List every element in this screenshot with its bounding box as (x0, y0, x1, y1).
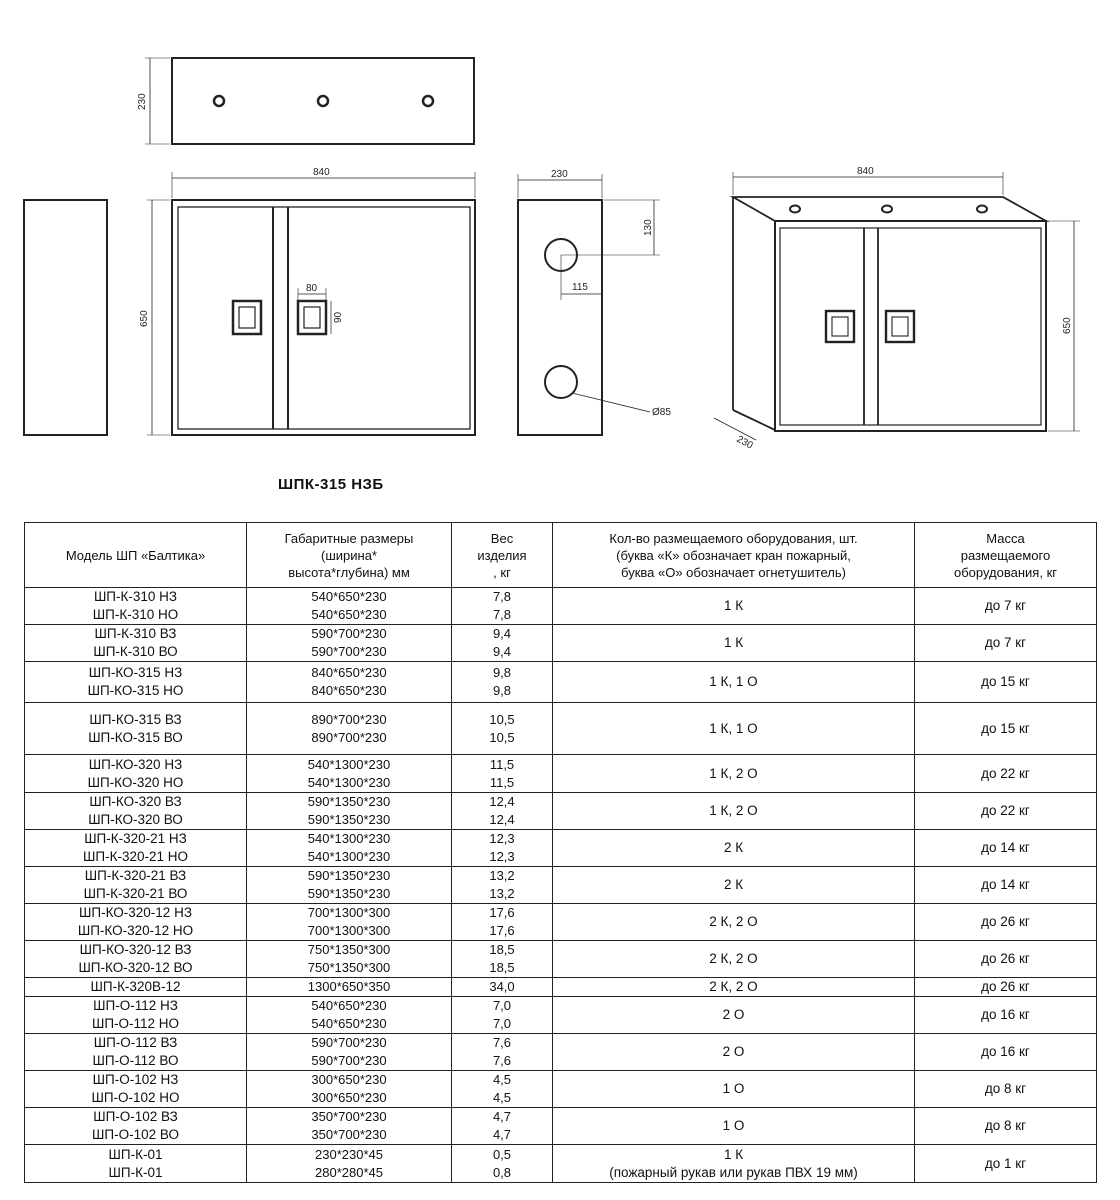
weight-cell (452, 588, 553, 625)
equipment-mass-cell (915, 755, 1097, 793)
table-row (25, 703, 1097, 755)
weight-cell (452, 904, 553, 941)
model-cell (25, 978, 247, 997)
equipment-mass-cell (915, 830, 1097, 867)
equipment-mass-cell (915, 904, 1097, 941)
dimensions-cell-line: 540*1300*230 (307, 774, 391, 790)
dimensions-cell-line: 890*700*230 (311, 711, 387, 727)
equipment-mass-cell-line: до 16 кг (981, 1007, 1030, 1022)
dimensions-cell-line: 590*700*230 (311, 1035, 387, 1050)
model-cell-line: ШП-К-01 (108, 1164, 163, 1180)
model-cell (25, 662, 247, 703)
equipment-cell (553, 867, 915, 904)
dimensions-cell (247, 625, 452, 662)
dimensions-cell-line: 590*1350*230 (307, 886, 391, 901)
weight-cell (452, 830, 553, 867)
model-cell-line: ШП-КО-315 ВО (88, 729, 183, 745)
table-row (25, 793, 1097, 830)
dimensions-cell-line: 840*650*230 (311, 665, 387, 680)
equipment-cell (553, 793, 915, 830)
model-cell-line: ШП-О-112 НЗ (93, 998, 178, 1013)
dimensions-cell-line: 590*1350*230 (307, 868, 391, 883)
weight-cell-line: 7,8 (492, 607, 512, 622)
dimensions-cell-line: 350*700*230 (311, 1127, 387, 1142)
header-line: размещаемого (960, 547, 1051, 563)
weight-cell-line: 11,5 (489, 756, 515, 772)
dimensions-cell-line: 540*1300*230 (307, 831, 391, 846)
weight-cell-line: 34,0 (489, 979, 515, 994)
weight-cell (452, 997, 553, 1034)
model-cell (25, 755, 247, 793)
dimensions-cell-line: 540*650*230 (311, 589, 387, 604)
weight-cell-line: 12,3 (489, 831, 515, 846)
model-cell-line: ШП-К-320-21 НЗ (84, 831, 187, 846)
dimensions-cell-line: 590*1350*230 (307, 812, 391, 827)
dimensions-cell-line: 540*650*230 (311, 998, 387, 1013)
equipment-mass-cell-line: до 8 кг (984, 1118, 1027, 1133)
weight-cell-line: 18,5 (489, 960, 515, 975)
model-cell-line: ШП-КО-320 ВЗ (89, 794, 182, 809)
equipment-mass-cell (915, 867, 1097, 904)
weight-cell (452, 1108, 553, 1145)
model-cell-line: ШП-КО-320 НЗ (88, 756, 183, 772)
weight-cell-line: 17,6 (489, 923, 515, 938)
weight-cell-line: 10,5 (489, 711, 515, 727)
weight-cell-line: 7,6 (492, 1035, 512, 1050)
front-view (147, 172, 475, 435)
weight-cell-line: 9,8 (492, 683, 512, 698)
equipment-cell (553, 1108, 915, 1145)
model-cell-line: ШП-К-01 (108, 1146, 163, 1162)
equipment-cell (553, 1034, 915, 1071)
equipment-cell-line: 1 К, 1 О (709, 720, 758, 736)
equipment-mass-cell-line: до 14 кг (981, 877, 1030, 892)
dim-hole-diameter: Ø85 (652, 407, 671, 418)
header-line: оборудования, кг (954, 564, 1057, 580)
weight-cell-line: 0,8 (492, 1164, 512, 1180)
weight-cell (452, 941, 553, 978)
model-cell (25, 867, 247, 904)
model-cell-line: ШП-К-310 ВЗ (94, 626, 177, 641)
dimensions-cell (247, 1034, 452, 1071)
equipment-mass-cell (915, 625, 1097, 662)
model-cell-line: ШП-КО-315 НЗ (88, 665, 183, 680)
dim-front-width: 840 (313, 167, 330, 178)
model-cell-line: ШП-О-112 ВО (92, 1053, 179, 1068)
weight-cell-line: 7,0 (492, 1016, 512, 1031)
equipment-mass-cell (915, 941, 1097, 978)
dimensions-cell (247, 1071, 452, 1108)
table-row (25, 1108, 1097, 1145)
weight-cell (452, 793, 553, 830)
model-cell-line: ШП-О-102 НЗ (92, 1072, 179, 1087)
weight-cell (452, 625, 553, 662)
weight-cell-line: 9,4 (492, 626, 512, 641)
dimensions-cell-line: 300*650*230 (311, 1072, 387, 1087)
weight-cell (452, 1145, 553, 1183)
dim-handle-height: 90 (333, 311, 344, 323)
dimensions-cell-line: 590*1350*230 (307, 794, 391, 809)
model-cell-line: ШП-КО-320-12 НЗ (79, 905, 192, 920)
equipment-cell (553, 625, 915, 662)
equipment-cell (553, 941, 915, 978)
technical-drawings (0, 0, 1120, 470)
equipment-cell-line: 1 К (723, 598, 744, 613)
equipment-cell-line: 1 К, 2 О (709, 765, 758, 781)
model-cell-line: ШП-О-102 НО (91, 1090, 180, 1105)
header-line: Масса (986, 530, 1025, 546)
equipment-cell-line: 2 К, 2 О (709, 979, 758, 994)
dimensions-cell-line: 700*1300*300 (307, 923, 391, 938)
equipment-cell-line: 1 О (722, 1081, 745, 1096)
header-equipment-mass (915, 523, 1097, 588)
model-cell (25, 830, 247, 867)
model-cell-line: ШП-К-320В-12 (90, 979, 181, 994)
model-cell (25, 1034, 247, 1071)
equipment-cell (553, 830, 915, 867)
header-line: буква «О» обозначает огнетушитель) (621, 564, 846, 580)
header-weight (452, 523, 553, 588)
weight-cell (452, 978, 553, 997)
model-cell-line: ШП-К-310 НО (92, 607, 179, 622)
equipment-cell-line: 1 К, 1 О (709, 674, 758, 689)
weight-cell (452, 1034, 553, 1071)
equipment-mass-cell (915, 1034, 1097, 1071)
equipment-mass-cell (915, 793, 1097, 830)
dimensions-cell-line: 840*650*230 (311, 683, 387, 698)
equipment-mass-cell-line: до 7 кг (984, 598, 1027, 613)
model-cell (25, 588, 247, 625)
table-row (25, 904, 1097, 941)
dimensions-cell-line: 1300*650*350 (307, 979, 391, 994)
model-cell-line: ШП-К-320-21 ВЗ (84, 868, 187, 883)
equipment-mass-cell-line: до 22 кг (981, 765, 1030, 781)
model-cell-line: ШП-КО-315 ВЗ (89, 711, 182, 727)
dimensions-cell-line: 700*1300*300 (307, 905, 391, 920)
weight-cell (452, 755, 553, 793)
table-row (25, 588, 1097, 625)
weight-cell (452, 662, 553, 703)
equipment-cell-line: 2 К, 2 О (709, 951, 758, 966)
weight-cell-line: 18,5 (489, 942, 515, 957)
specification-table (24, 522, 1097, 1183)
dimensions-cell-line: 300*650*230 (311, 1090, 387, 1105)
header-line: Вес (490, 530, 514, 546)
weight-cell-line: 4,7 (492, 1109, 512, 1124)
dim-side-depth: 230 (551, 169, 568, 180)
dimensions-cell-line: 590*700*230 (311, 626, 387, 641)
model-cell-line: ШП-К-310 НЗ (93, 589, 178, 604)
header-line: Кол-во размещаемого оборудования, шт. (609, 530, 858, 546)
table-row (25, 997, 1097, 1034)
equipment-cell-line: 2 О (722, 1044, 745, 1059)
dimensions-cell (247, 997, 452, 1034)
header-line: (буква «К» обозначает кран пожарный, (616, 547, 851, 563)
dim-iso-depth: 230 (734, 433, 755, 452)
equipment-mass-cell-line: до 26 кг (981, 951, 1030, 966)
model-cell-line: ШП-КО-320-12 ВЗ (79, 942, 192, 957)
table-row (25, 1034, 1097, 1071)
dimensions-cell-line: 750*1350*300 (307, 942, 391, 957)
equipment-cell (553, 904, 915, 941)
header-line: Модель ШП «Балтика» (65, 547, 206, 563)
model-cell-line: ШП-О-112 ВЗ (93, 1035, 178, 1050)
weight-cell-line: 12,4 (489, 794, 515, 809)
table-row (25, 867, 1097, 904)
model-cell (25, 703, 247, 755)
equipment-cell-line: 2 К (723, 840, 744, 855)
dimensions-cell-line: 540*1300*230 (307, 756, 391, 772)
dimensions-cell-line: 230*230*45 (315, 1146, 383, 1162)
equipment-cell (553, 703, 915, 755)
dim-iso-height: 650 (1062, 317, 1073, 334)
equipment-mass-cell (915, 703, 1097, 755)
header-model (25, 523, 247, 588)
model-cell-line: ШП-КО-320-12 НО (77, 923, 194, 938)
header-dimensions (247, 523, 452, 588)
weight-cell-line: 4,5 (492, 1090, 512, 1105)
dim-iso-width: 840 (857, 166, 874, 177)
equipment-mass-cell-line: до 7 кг (984, 635, 1027, 650)
weight-cell-line: 12,4 (489, 812, 515, 827)
model-cell-line: ШП-КО-315 НО (87, 683, 184, 698)
dim-hole-offset-horizontal: 115 (572, 282, 588, 293)
dimensions-cell-line: 540*1300*230 (307, 849, 391, 864)
table-header-row (25, 523, 1097, 588)
table-row (25, 830, 1097, 867)
model-cell (25, 997, 247, 1034)
equipment-mass-cell-line: до 26 кг (981, 979, 1030, 994)
table-row (25, 1145, 1097, 1183)
weight-cell-line: 12,3 (489, 849, 515, 864)
model-cell (25, 1071, 247, 1108)
dimensions-cell-line: 280*280*45 (315, 1164, 383, 1180)
header-line: , кг (493, 564, 511, 580)
dimensions-cell (247, 588, 452, 625)
table-row (25, 941, 1097, 978)
weight-cell-line: 9,4 (492, 644, 512, 659)
dimensions-cell (247, 1108, 452, 1145)
table-row (25, 978, 1097, 997)
product-title: ШПК-315 НЗБ (278, 476, 384, 493)
model-cell-line: ШП-О-102 ВО (92, 1127, 179, 1142)
isometric-view (714, 172, 1080, 440)
equipment-cell (553, 588, 915, 625)
equipment-mass-cell-line: до 22 кг (981, 803, 1030, 818)
dimensions-cell-line: 540*650*230 (311, 607, 387, 622)
dimensions-cell-line: 540*650*230 (311, 1016, 387, 1031)
equipment-cell (553, 1071, 915, 1108)
equipment-cell (553, 755, 915, 793)
weight-cell-line: 17,6 (489, 905, 515, 920)
equipment-mass-cell (915, 1145, 1097, 1183)
dimensions-cell (247, 755, 452, 793)
equipment-mass-cell-line: до 8 кг (984, 1081, 1027, 1096)
header-equipment (553, 523, 915, 588)
weight-cell-line: 4,7 (492, 1127, 512, 1142)
weight-cell-line: 4,5 (492, 1072, 512, 1087)
table-row (25, 1071, 1097, 1108)
model-cell-line: ШП-К-320-21 НО (83, 849, 188, 864)
equipment-cell-line: 1 К (723, 1146, 744, 1162)
equipment-cell-line: 2 О (722, 1007, 745, 1022)
header-line: (ширина* (321, 547, 377, 563)
left-side-view (24, 200, 107, 435)
equipment-mass-cell (915, 978, 1097, 997)
equipment-mass-cell (915, 662, 1097, 703)
equipment-cell (553, 978, 915, 997)
dimensions-cell (247, 703, 452, 755)
equipment-cell (553, 662, 915, 703)
dimensions-cell-line: 890*700*230 (311, 729, 387, 745)
weight-cell (452, 703, 553, 755)
table-row (25, 662, 1097, 703)
weight-cell-line: 7,0 (492, 998, 512, 1013)
weight-cell-line: 7,6 (492, 1053, 512, 1068)
equipment-mass-cell (915, 588, 1097, 625)
model-cell-line: ШП-К-310 ВО (93, 644, 178, 659)
equipment-mass-cell-line: до 15 кг (981, 674, 1030, 689)
model-cell-line: ШП-О-112 НО (91, 1016, 180, 1031)
model-cell (25, 1145, 247, 1183)
model-cell-line: ШП-О-102 ВЗ (93, 1109, 178, 1124)
equipment-mass-cell-line: до 15 кг (981, 720, 1030, 736)
model-cell (25, 793, 247, 830)
weight-cell-line: 11,5 (489, 774, 515, 790)
weight-cell-line: 13,2 (489, 868, 515, 883)
dimensions-cell-line: 590*700*230 (311, 1053, 387, 1068)
model-cell (25, 941, 247, 978)
model-cell (25, 904, 247, 941)
dimensions-cell (247, 662, 452, 703)
header-line: Габаритные размеры (284, 530, 414, 546)
model-cell (25, 625, 247, 662)
header-line: изделия (477, 547, 527, 563)
top-view (145, 58, 474, 144)
dimensions-cell-line: 350*700*230 (311, 1109, 387, 1124)
equipment-cell-line: (пожарный рукав или рукав ПВХ 19 мм) (609, 1164, 858, 1180)
dimensions-cell (247, 867, 452, 904)
equipment-mass-cell-line: до 1 кг (984, 1155, 1027, 1171)
dimensions-cell (247, 830, 452, 867)
dimensions-cell-line: 590*700*230 (311, 644, 387, 659)
weight-cell-line: 0,5 (492, 1146, 512, 1162)
dim-top-height: 230 (137, 93, 148, 110)
equipment-mass-cell-line: до 14 кг (981, 840, 1030, 855)
model-cell-line: ШП-К-320-21 ВО (83, 886, 188, 901)
equipment-cell (553, 997, 915, 1034)
dim-handle-width: 80 (306, 283, 318, 294)
dimensions-cell-line: 750*1350*300 (307, 960, 391, 975)
table-body (25, 588, 1097, 1183)
weight-cell-line: 7,8 (492, 589, 512, 604)
equipment-mass-cell-line: до 16 кг (981, 1044, 1030, 1059)
model-cell-line: ШП-КО-320 НО (87, 774, 184, 790)
weight-cell-line: 9,8 (492, 665, 512, 680)
dim-hole-offset-vertical: 130 (643, 219, 654, 236)
dimensions-cell (247, 793, 452, 830)
weight-cell-line: 10,5 (489, 729, 515, 745)
weight-cell (452, 867, 553, 904)
equipment-cell-line: 1 К, 2 О (709, 803, 758, 818)
dim-front-height: 650 (139, 310, 150, 327)
model-cell (25, 1108, 247, 1145)
dimensions-cell (247, 1145, 452, 1183)
weight-cell (452, 1071, 553, 1108)
dimensions-cell (247, 941, 452, 978)
equipment-mass-cell-line: до 26 кг (981, 914, 1030, 929)
dimensions-cell (247, 978, 452, 997)
weight-cell-line: 13,2 (489, 886, 515, 901)
header-line: высота*глубина) мм (288, 564, 410, 580)
equipment-mass-cell (915, 1071, 1097, 1108)
equipment-mass-cell (915, 997, 1097, 1034)
model-cell-line: ШП-КО-320 ВО (88, 812, 183, 827)
equipment-cell-line: 1 К (723, 635, 744, 650)
equipment-cell-line: 1 О (722, 1118, 745, 1133)
model-cell-line: ШП-КО-320-12 ВО (78, 960, 193, 975)
dimensions-cell (247, 904, 452, 941)
side-view (518, 174, 660, 435)
equipment-cell-line: 2 К, 2 О (709, 914, 758, 929)
equipment-cell (553, 1145, 915, 1183)
equipment-cell-line: 2 К (723, 877, 744, 892)
table-row (25, 625, 1097, 662)
table-row (25, 755, 1097, 793)
equipment-mass-cell (915, 1108, 1097, 1145)
